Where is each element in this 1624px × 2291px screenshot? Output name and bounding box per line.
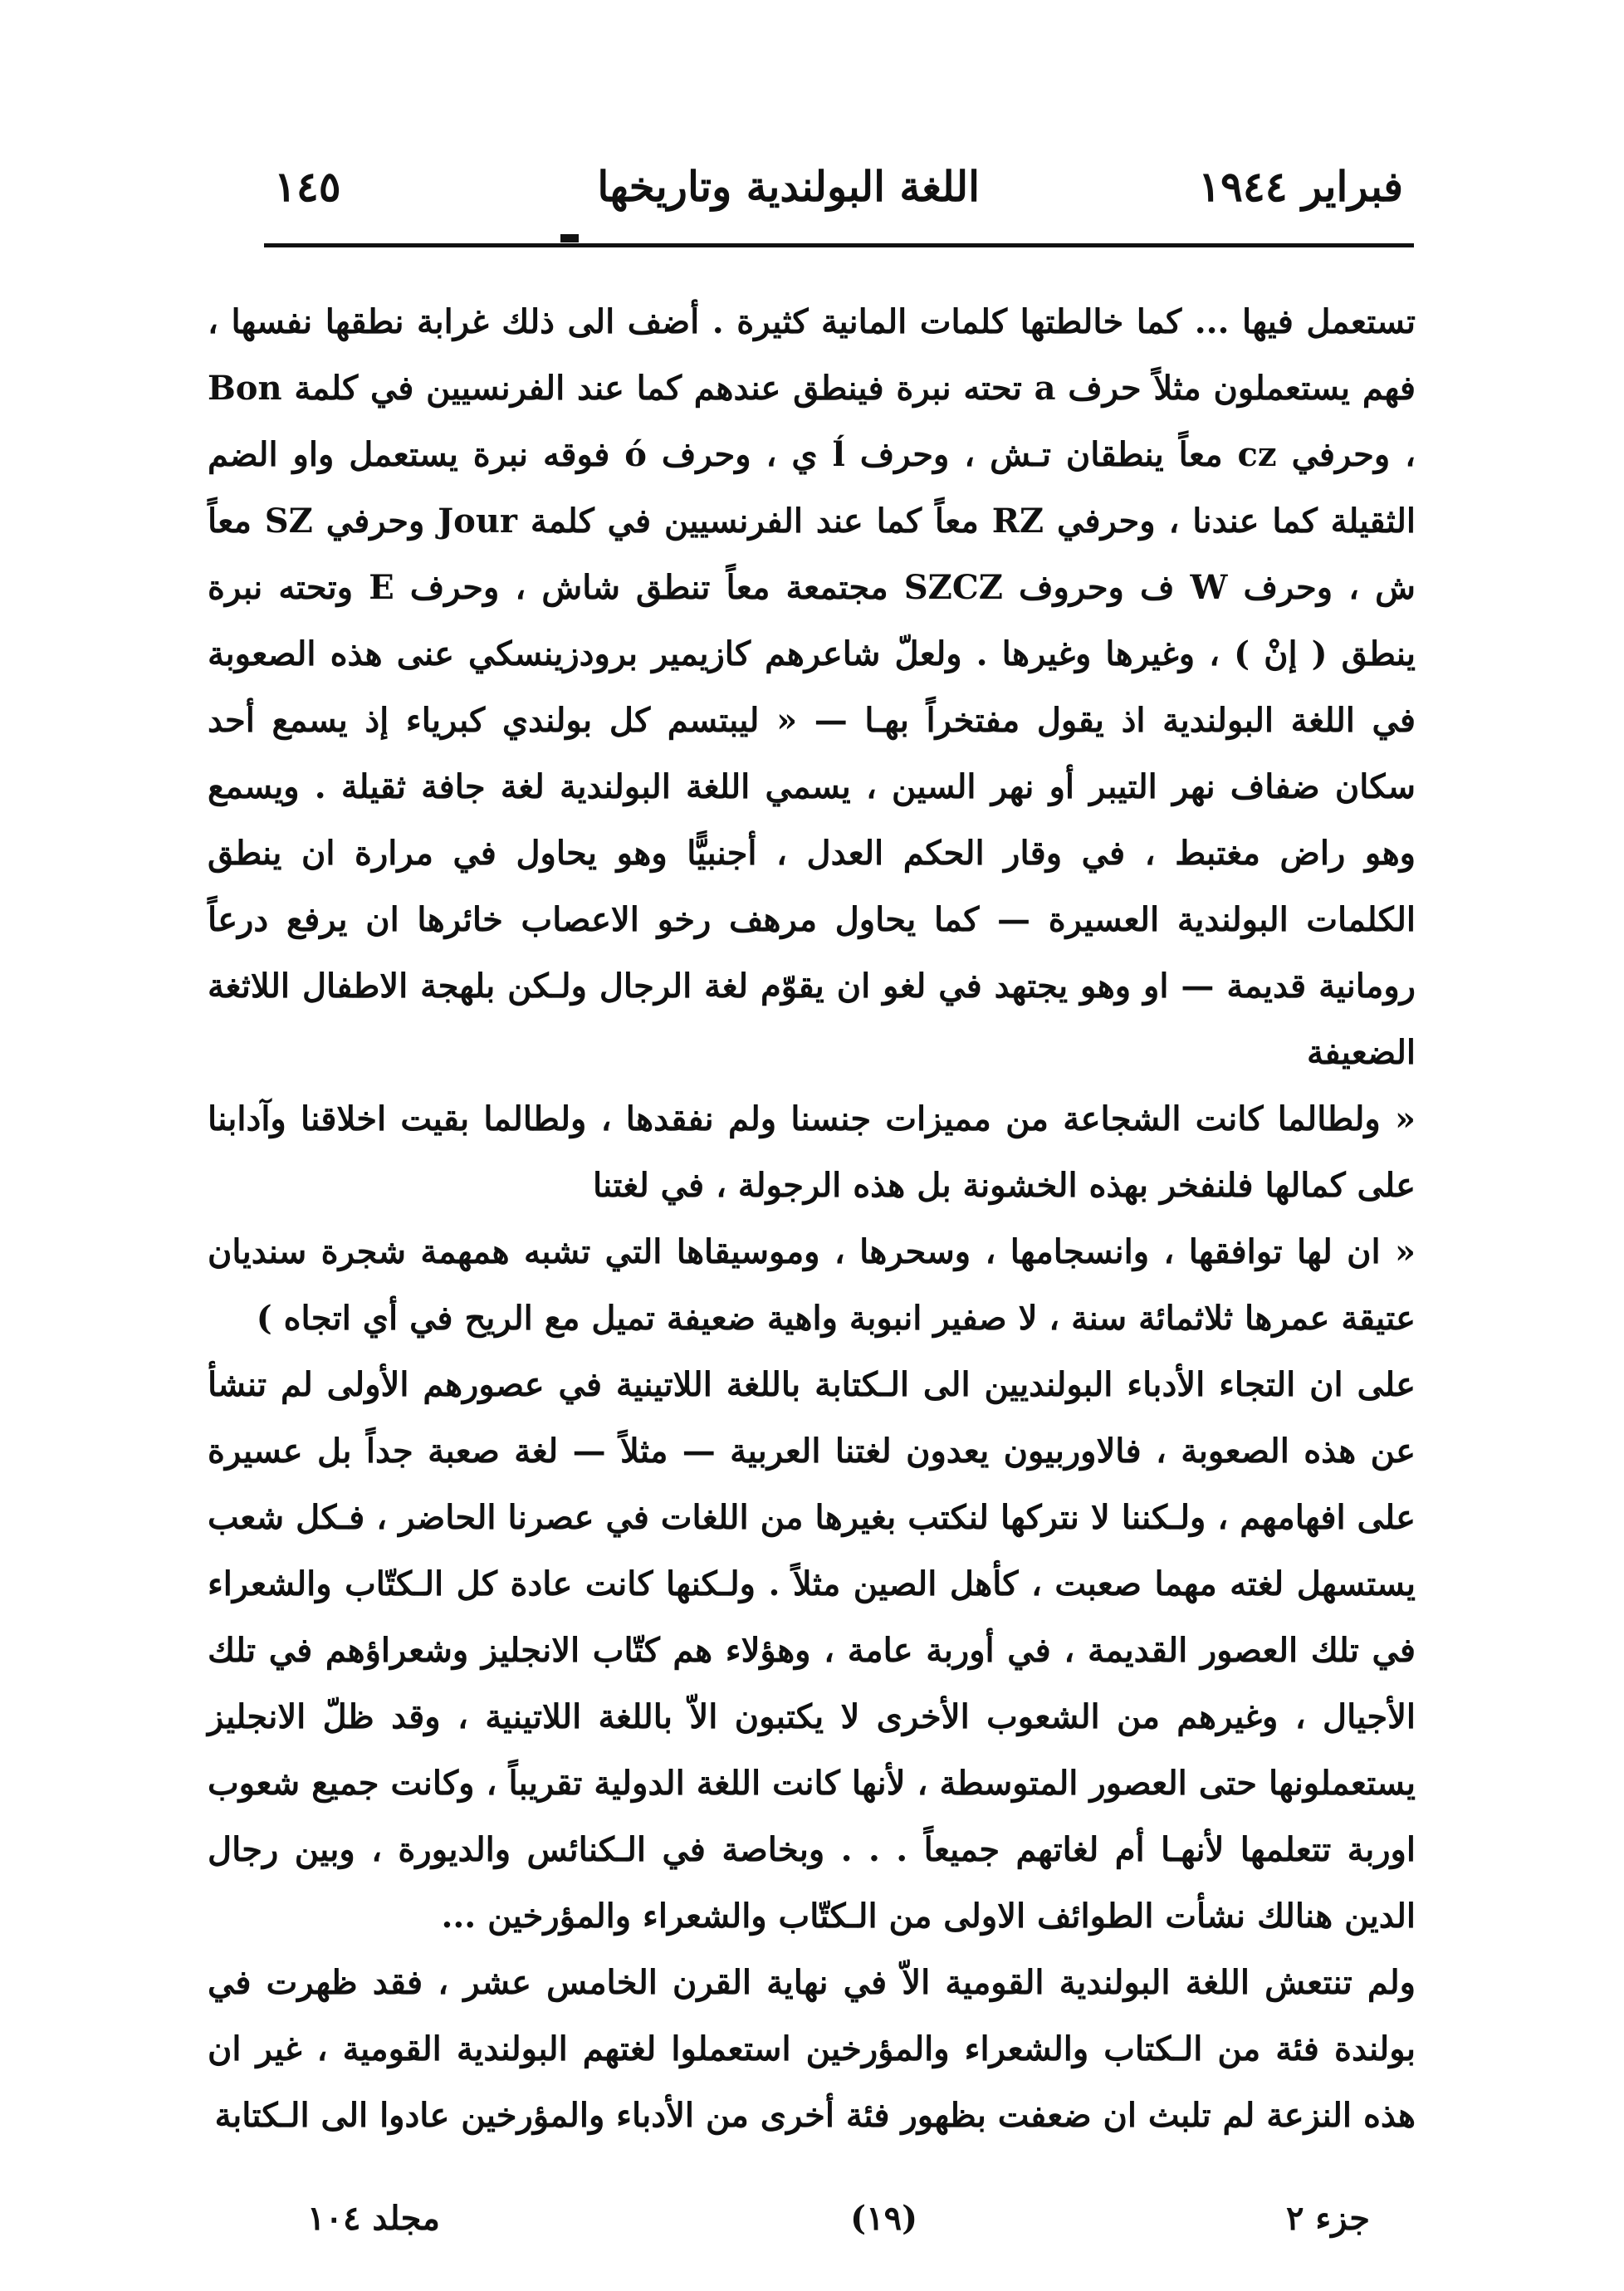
paragraph-3: « ان لها توافقها ، وانسجامها ، وسحرها ، وموسيقاها التي تشبه همهمة شجرة سنديان عتيقة عمرها ثلاثمائة سنة ، لا صفير انبوبة واهية ضعيفة تميل مع الريح في أي اتجاه ) bbox=[208, 1232, 1416, 1338]
footer-volume: مجلد ١٠٤ bbox=[307, 2199, 440, 2238]
header-title: اللغة البولندية وتاريخها bbox=[597, 162, 980, 211]
footer-issue: جزء ٢ bbox=[1285, 2199, 1370, 2238]
paragraph-2: « ولطالما كانت الشجاعة من مميزات جنسنا ولم نفقدها ، ولطالما بقيت اخلاقنا وآدابنا على كمالها فلنفخر بهذه الخشونة بل هذه الرجولة ، في لغتنا bbox=[208, 1099, 1416, 1205]
footer-sheet-number: (١٩) bbox=[850, 2199, 917, 2238]
page-footer bbox=[307, 2199, 1370, 2249]
body-text bbox=[208, 289, 1416, 2149]
header-rule-mark bbox=[560, 234, 579, 242]
paragraph-4: على ان التجاء الأدباء البولنديين الى الـكتابة باللغة اللاتينية في عصورهم الأولى لم تنشأ عن هذه الصعوبة ، فالاوربيون يعدون لغتنا العربية — مثلاً — لغة صعبة جداً بل عسيرة على افهامهم ، ولـكننا لا نتركها لنكتب بغيرها من اللغات في عصرنا الحاضر ، فـكل شعب يستسهل لغته مهما صعبت ، كأهل الصين مثلاً . ولـكنها كانت عادة كل الـكتّاب والشعراء في تلك العصور القديمة ، في أوربة عامة ، وهؤلاء هم كتّاب الانجليز وشعراؤهم في تلك الأجيال ، وغيرهم من الشعوب الأخرى لا يكتبون الاّ باللغة اللاتينية ، وقد ظلّ الانجليز يستعملونها حتى العصور المتوسطة ، لأنها كانت اللغة الدولية تقريباً ، وكانت جميع شعوب اوربة تتعلمها لأنهـا أم لغاتهم جميعاً . . . وبخاصة في الـكنائس والديورة ، وبين رجال الدين هنالك نشأت الطوائف الاولى من الـكتّاب والشعراء والمؤرخين ... bbox=[208, 1365, 1416, 1936]
paragraph-1: تستعمل فيها ... كما خالطتها كلمات المانية كثيرة . أضف الى ذلك غرابة نطقها نفسها ، فهم يستعملون مثلاً حرف a تحته نبرة فينطق عندهم كما عند الفرنسيين في كلمة Bon ، وحرفي cz معاً ينطقان تـش ، وحرف ĺ ي ، وحرف ó فوقه نبرة يستعمل واو الضم الثقيلة كما عندنا ، وحرفي RZ معاً كما عند الفرنسيين في كلمة Jour وحرفي SZ معاً ش ، وحرف W ف وحروف SZCZ مجتمعة معاً تنطق شاش ، وحرف E وتحته نبرة ينطق ( إنْ ) ، وغيرها وغيرها . ولعلّ شاعرهم كازيمير برودزينسكي عنى هذه الصعوبة في اللغة البولندية اذ يقول مفتخراً بهـا — « ليبتسم كل بولندي كبرياء إذ يسمع أحد سكان ضفاف نهر التيبر أو نهر السين ، يسمي اللغة البولندية لغة جافة ثقيلة . ويسمع وهو راض مغتبط ، في وقار الحكم العدل ، أجنبيًّا وهو يحاول في مرارة ان ينطق الكلمات البولندية العسيرة — كما يحاول مرهف رخو الاعصاب خائرها ان يرفع درعاً رومانية قديمة — او وهو يجتهد في لغو ان يقوّم لغة الرجال ولـكن بلهجة الاطفال اللاثغة الضعيفة bbox=[208, 302, 1416, 1072]
header-rule bbox=[264, 243, 1414, 247]
paragraph-5: ولم تنتعش اللغة البولندية القومية الاّ في نهاية القرن الخامس عشر ، فقد ظهرت في بولندة فئة من الـكتاب والشعراء والمؤرخين استعملوا لغتهم البولندية القومية ، غير ان هذه النزعة لم تلبث ان ضعفت بظهور فئة أخرى من الأدباء والمؤرخين عادوا الى الـكتابة bbox=[208, 1963, 1416, 2135]
header-date: فبراير ١٩٤٤ bbox=[1198, 162, 1403, 211]
running-header bbox=[274, 162, 1403, 224]
page-number: ١٤٥ bbox=[274, 162, 341, 211]
